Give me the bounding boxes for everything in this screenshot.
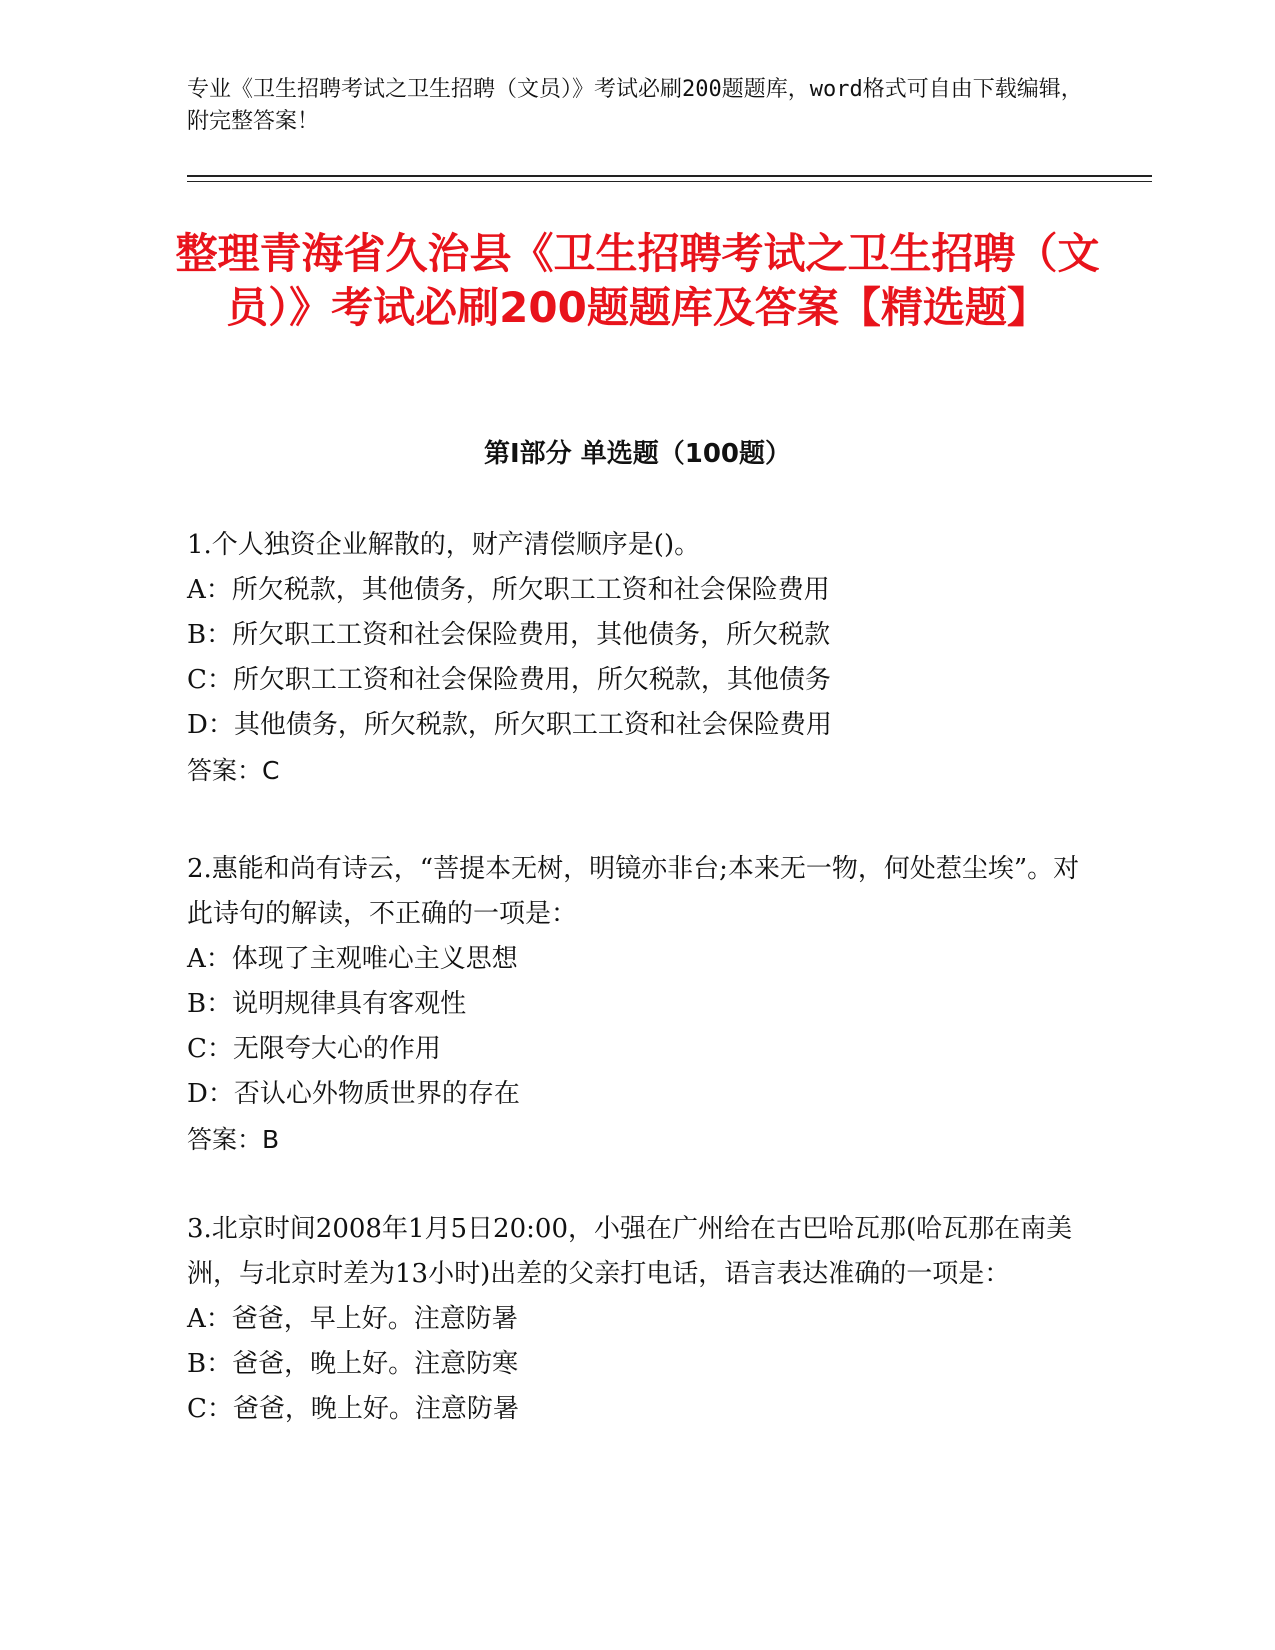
section-heading: 第Ⅰ部分 单选题（100题） xyxy=(484,439,791,469)
header-divider-thin xyxy=(187,181,1152,182)
header-divider-thick xyxy=(187,175,1152,177)
option-b: B：说明规律具有客观性 xyxy=(187,989,467,1019)
option-a: A：所欠税款，其他债务，所欠职工工资和社会保险费用 xyxy=(187,575,830,605)
option-d: D：其他债务，所欠税款，所欠职工工资和社会保险费用 xyxy=(187,710,832,740)
option-c: C：所欠职工工资和社会保险费用，所欠税款，其他债务 xyxy=(187,665,831,695)
answer: 答案：B xyxy=(187,1125,280,1154)
option-a: A：体现了主观唯心主义思想 xyxy=(187,944,518,974)
header-note: 专业《卫生招聘考试之卫生招聘（文员）》考试必刷200题题库，word格式可自由下载编辑，附完整答案！ xyxy=(187,77,1083,134)
question-2 xyxy=(187,847,1087,1162)
question-stem: 3.北京时间2008年1月5日20:00，小强在广州给在古巴哈瓦那(哈瓦那在南美洲，与北京时差为13小时)出差的父亲打电话，语言表达准确的一项是： xyxy=(187,1214,1073,1289)
question-1 xyxy=(187,523,1087,793)
question-3 xyxy=(187,1207,1087,1432)
option-a: A：爸爸，早上好。注意防暑 xyxy=(187,1304,518,1334)
question-stem: 2.惠能和尚有诗云，“菩提本无树，明镜亦非台;本来无一物，何处惹尘埃”。对此诗句的解读，不正确的一项是： xyxy=(187,854,1080,929)
option-c: C：爸爸，晚上好。注意防暑 xyxy=(187,1394,519,1424)
answer: 答案：C xyxy=(187,756,280,785)
document-title: 整理青海省久治县《卫生招聘考试之卫生招聘（文员）》考试必刷200题题库及答案【精选题】 xyxy=(175,229,1100,332)
option-d: D：否认心外物质世界的存在 xyxy=(187,1079,520,1109)
question-stem: 1.个人独资企业解散的，财产清偿顺序是()。 xyxy=(187,530,701,560)
option-b: B：所欠职工工资和社会保险费用，其他债务，所欠税款 xyxy=(187,620,831,650)
option-c: C：无限夸大心的作用 xyxy=(187,1034,441,1064)
option-b: B：爸爸，晚上好。注意防寒 xyxy=(187,1349,519,1379)
